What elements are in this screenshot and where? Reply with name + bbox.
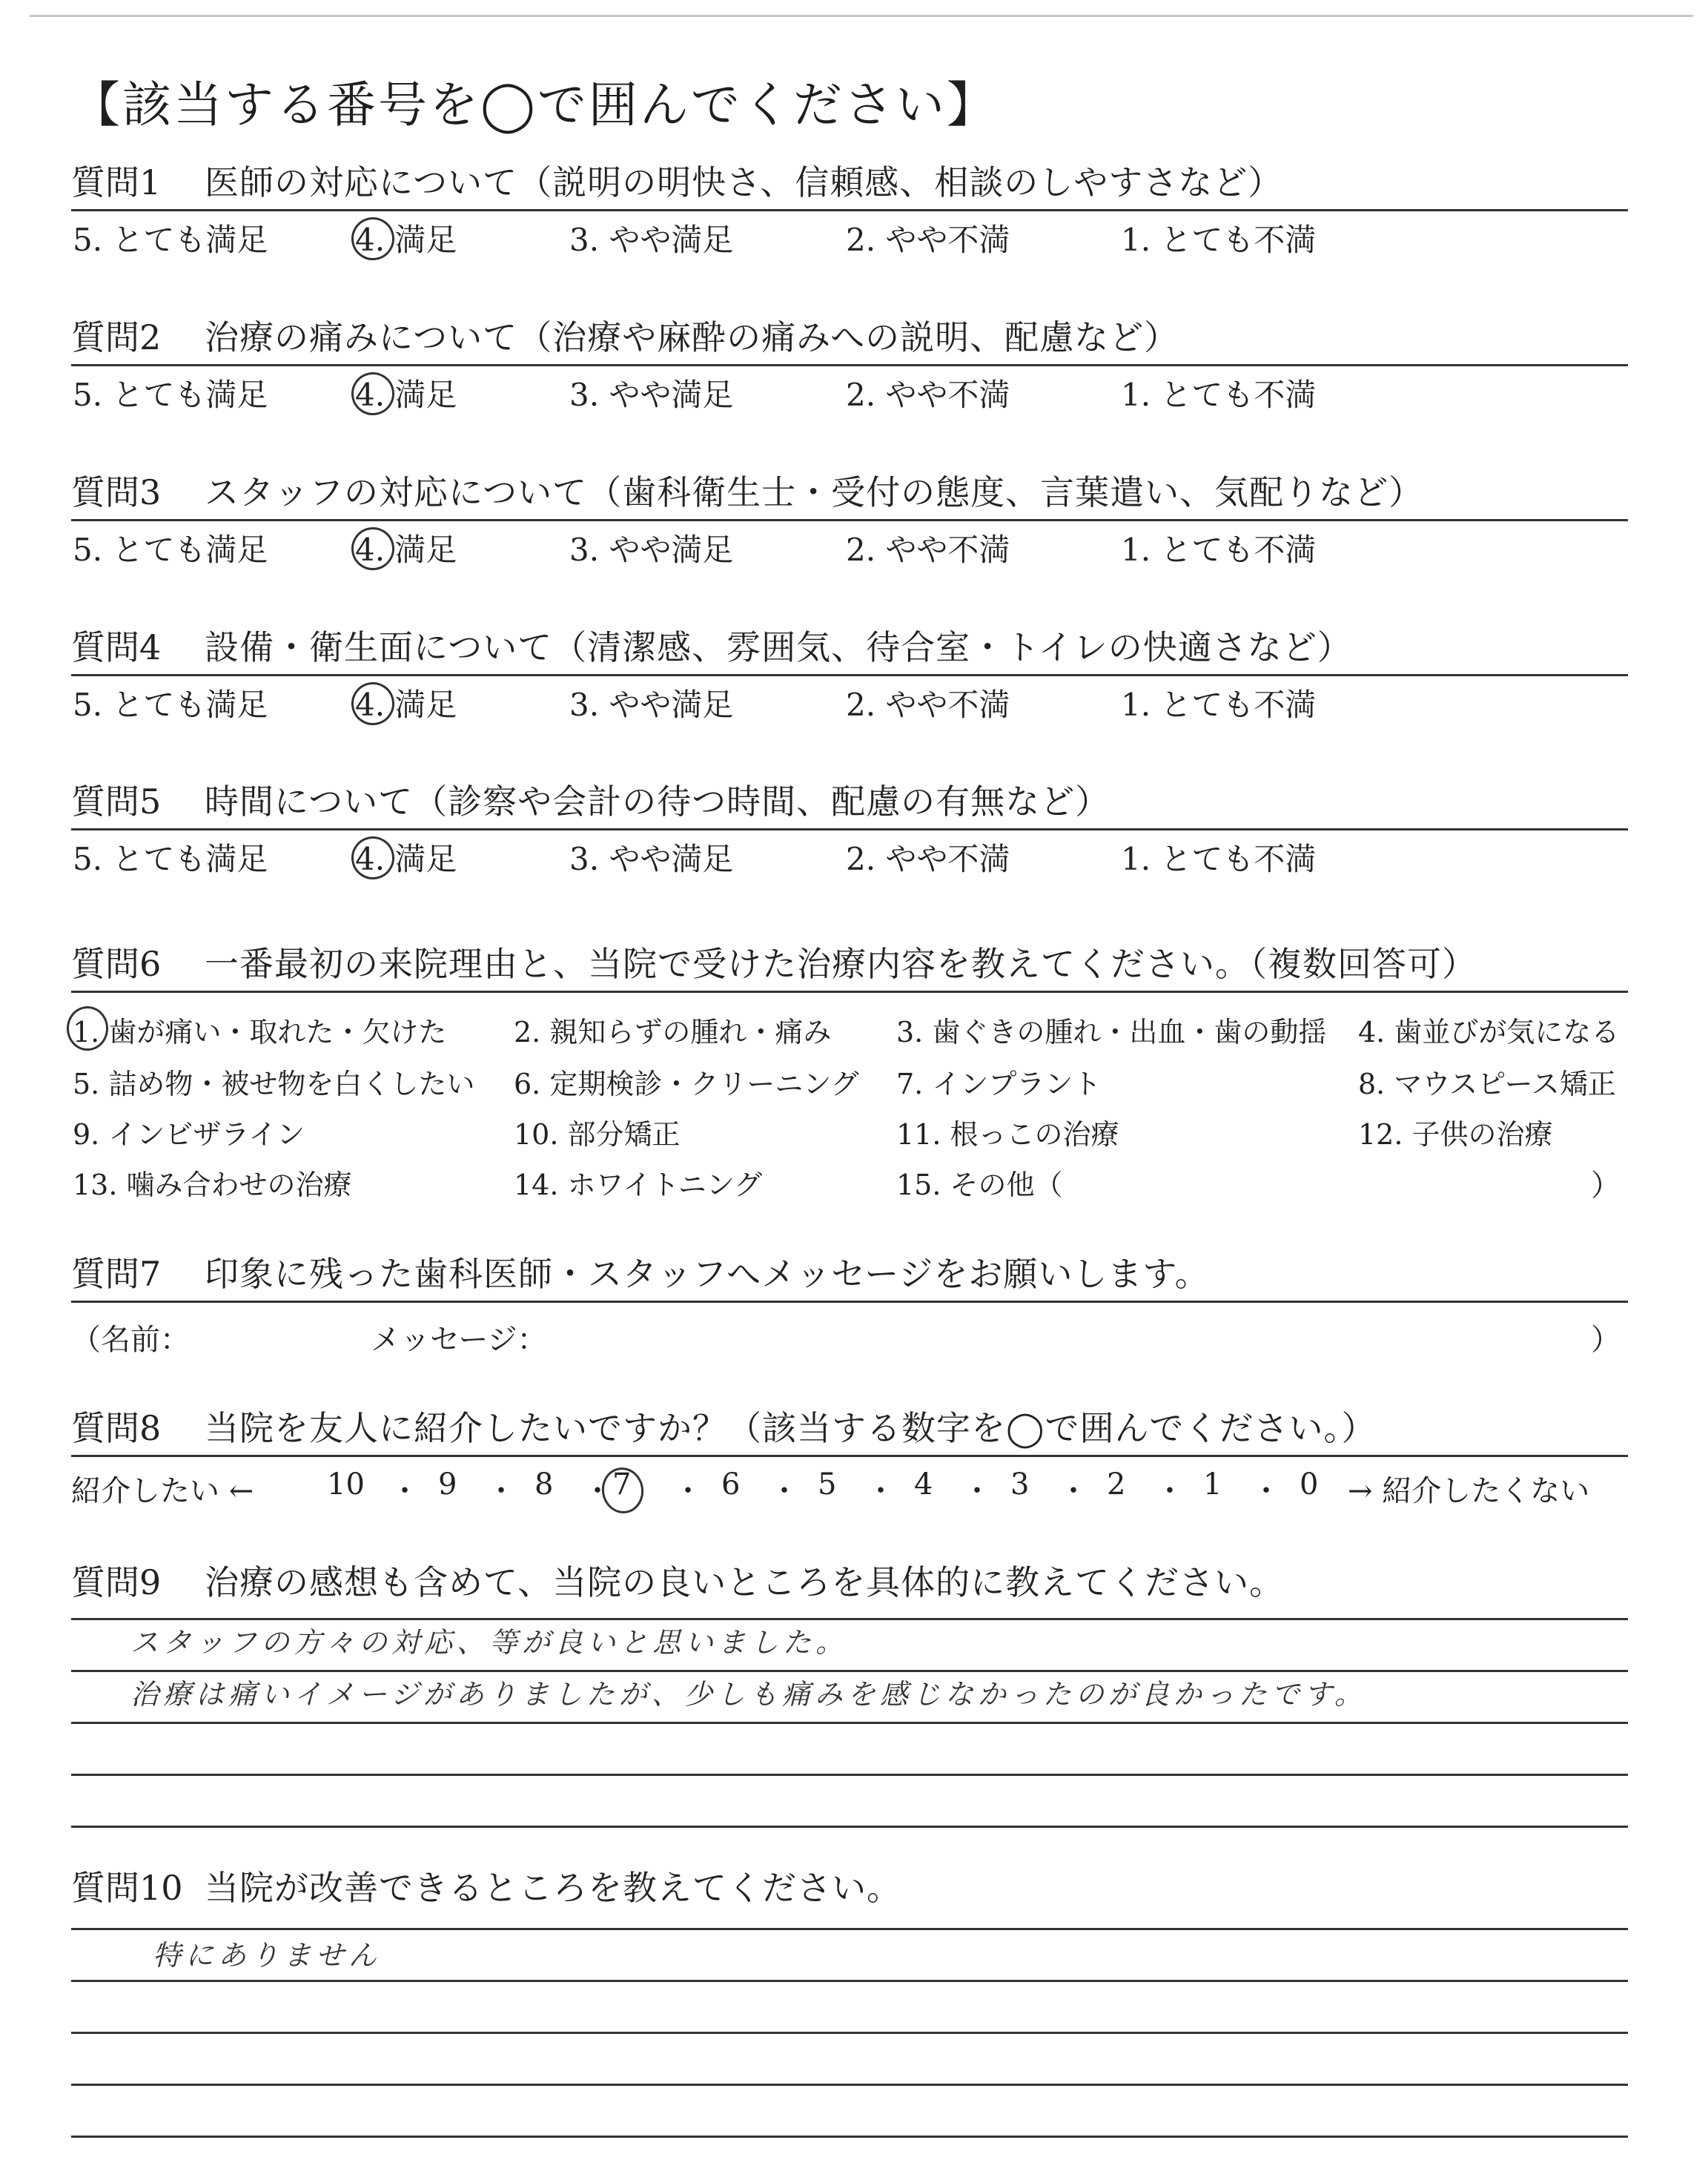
scale-dot: ・ [486,1474,516,1508]
question-9-header [71,1554,1628,1609]
answer-line [71,1980,1628,1982]
answer-line [71,1618,1628,1620]
option-3[interactable]: 3. やや満足 [569,532,734,568]
scale-dot: ・ [769,1474,799,1508]
question-number: 質問7 [71,1254,162,1294]
scale-4[interactable]: 4 [914,1467,933,1502]
question-number: 質問4 [71,627,162,667]
question-10-header [71,1860,1628,1915]
option-3[interactable]: 3. やや満足 [569,222,734,258]
option-1[interactable]: 1. とても不満 [1121,532,1317,568]
question-8-header [71,1400,1628,1457]
top-border [30,15,1693,17]
option-4[interactable]: 4. 満足 [355,687,457,723]
question-text: 当院を友人に紹介したいですか？（該当する数字を◯で囲んでください。） [205,1408,1377,1448]
question-5 [71,773,1628,887]
option-5[interactable]: 5. とても満足 [73,222,268,258]
treatment-option-9[interactable]: 9. インビザライン [73,1118,305,1151]
question-text: 設備・衛生面について（清潔感、雰囲気、待合室・トイレの快適さなど） [205,627,1352,667]
answer-line [71,2136,1628,2138]
question-text: 治療の痛みについて（治療や麻酔の痛みへの説明、配慮など） [205,317,1179,357]
question-number: 質問2 [71,317,162,357]
option-1[interactable]: 1. とても不満 [1121,377,1317,413]
scale-8[interactable]: 8 [534,1467,554,1502]
question-4 [71,619,1628,733]
treatment-option-10[interactable]: 10. 部分矯正 [514,1118,681,1151]
question-text: スタッフの対応について（歯科衛生士・受付の態度、言葉遣い、気配りなど） [205,472,1424,512]
answer-line [71,1670,1628,1672]
answer-line [71,1722,1628,1724]
option-5[interactable]: 5. とても満足 [73,687,268,723]
question-8 [71,1400,1628,1516]
message-row [71,1303,1628,1362]
scale-dot: ・ [1155,1474,1185,1508]
treatment-option-6[interactable]: 6. 定期検診・クリーニング [514,1068,859,1100]
scale-dot: ・ [866,1474,896,1508]
scale-dot: ・ [1251,1474,1281,1508]
option-3[interactable]: 3. やや満足 [569,687,734,723]
question-6 [71,936,1628,1215]
question-text: 印象に残った歯科医師・スタッフへメッセージをお願いします。 [205,1254,1210,1294]
treatment-option-5[interactable]: 5. 詰め物・被せ物を白くしたい [73,1068,475,1100]
scale-dot: ・ [962,1474,992,1508]
name-label: （名前： [71,1323,190,1357]
option-4[interactable]: 4. 満足 [355,377,457,413]
question-4-header [71,619,1628,676]
scale-right-label: → 紹介したくない [1348,1474,1590,1508]
option-2[interactable]: 2. やや不満 [846,532,1010,568]
question-number: 質問5 [71,782,162,822]
question-text: 時間について（診察や会計の待つ時間、配慮の有無など） [205,782,1110,822]
answer-line [71,1826,1628,1828]
question-number: 質問9 [71,1562,162,1602]
close-paren: ） [1591,1323,1621,1357]
question-text: 一番最初の来院理由と、当院で受けた治療内容を教えてください。（複数回答可） [205,944,1477,984]
scale-5[interactable]: 5 [818,1467,837,1502]
treatment-options [71,993,1628,1215]
question-7-header [71,1246,1628,1303]
option-4[interactable]: 4. 満足 [355,222,457,258]
option-1[interactable]: 1. とても不満 [1121,222,1317,258]
question-9 [71,1554,1628,1711]
question-number: 質問6 [71,944,162,984]
question-number: 質問8 [71,1408,162,1448]
question-text: 当院が改善できるところを教えてください。 [205,1868,901,1908]
question-7 [71,1246,1628,1362]
rating-options [71,521,1628,578]
option-4[interactable]: 4. 満足 [355,532,457,568]
treatment-option-7[interactable]: 7. インプラント [896,1068,1102,1100]
message-label: メッセージ： [371,1323,547,1357]
close-paren: ） [1591,1169,1621,1203]
option-2[interactable]: 2. やや不満 [846,687,1010,723]
handwritten-answer-line-2: 治療は痛いイメージがありましたが、少しも痛みを感じなかったのが良かったです。 [130,1678,1367,1711]
scale-7[interactable]: 7 [612,1467,632,1502]
scale-6[interactable]: 6 [721,1467,741,1502]
scale-2[interactable]: 2 [1107,1467,1126,1502]
question-number: 質問10 [71,1868,183,1908]
treatment-option-8[interactable]: 8. マウスピース矯正 [1358,1068,1616,1100]
scale-1[interactable]: 1 [1203,1467,1222,1502]
question-3 [71,464,1628,578]
treatment-option-14[interactable]: 14. ホワイトニング [514,1169,763,1201]
option-5[interactable]: 5. とても満足 [73,532,268,568]
question-6-header [71,936,1628,993]
treatment-option-4[interactable]: 4. 歯並びが気になる [1358,1016,1620,1048]
option-2[interactable]: 2. やや不満 [846,222,1010,258]
answer-line [71,2084,1628,2086]
option-3[interactable]: 3. やや満足 [569,841,734,877]
option-1[interactable]: 1. とても不満 [1121,841,1317,877]
scale-10[interactable]: 10 [327,1467,365,1502]
option-5[interactable]: 5. とても満足 [73,841,268,877]
treatment-option-1[interactable]: 1. 歯が痛い・取れた・欠けた [73,1016,447,1048]
question-1 [71,154,1628,268]
option-5[interactable]: 5. とても満足 [73,377,268,413]
scale-dot: ・ [1059,1474,1088,1508]
scale-dot: ・ [673,1474,703,1508]
treatment-option-11[interactable]: 11. 根っこの治療 [896,1118,1119,1151]
answer-line [71,1928,1628,1930]
option-1[interactable]: 1. とても不満 [1121,687,1317,723]
question-10 [71,1860,1628,1972]
page-title: 【該当する番号を◯で囲んでください】 [71,76,998,133]
scale-left-label: 紹介したい ← [71,1474,254,1508]
option-4[interactable]: 4. 満足 [355,841,457,877]
option-2[interactable]: 2. やや不満 [846,841,1010,877]
rating-options [71,676,1628,733]
rating-options [71,211,1628,268]
scale-0[interactable]: 0 [1300,1467,1319,1502]
treatment-option-13[interactable]: 13. 噛み合わせの治療 [73,1169,352,1201]
question-2-header [71,309,1628,366]
handwritten-answer-line-1: 特にありません [153,1939,382,1972]
question-text: 医師の対応について（説明の明快さ、信頼感、相談のしやすさなど） [205,162,1283,202]
treatment-option-3[interactable]: 3. 歯ぐきの腫れ・出血・歯の動揺 [896,1016,1327,1048]
option-3[interactable]: 3. やや満足 [569,377,734,413]
question-number: 質問1 [71,162,162,202]
scale-9[interactable]: 9 [438,1467,457,1502]
question-text: 治療の感想も含めて、当院の良いところを具体的に教えてください。 [205,1562,1285,1602]
recommend-scale [71,1457,1628,1516]
treatment-option-15[interactable]: 15. その他（ [896,1169,1063,1201]
question-1-header [71,154,1628,211]
rating-options [71,366,1628,423]
question-3-header [71,464,1628,521]
answer-line [71,1774,1628,1776]
handwritten-answer-line-1: スタッフの方々の対応、等が良いと思いました。 [130,1626,849,1659]
treatment-option-2[interactable]: 2. 親知らずの腫れ・痛み [514,1016,832,1048]
scale-dot: ・ [583,1474,612,1508]
scale-3[interactable]: 3 [1010,1467,1030,1502]
answer-line [71,2032,1628,2034]
question-number: 質問3 [71,472,162,512]
scale-dot: ・ [390,1474,420,1508]
treatment-option-12[interactable]: 12. 子供の治療 [1358,1118,1553,1151]
question-5-header [71,773,1628,830]
question-2 [71,309,1628,423]
option-2[interactable]: 2. やや不満 [846,377,1010,413]
rating-options [71,830,1628,887]
